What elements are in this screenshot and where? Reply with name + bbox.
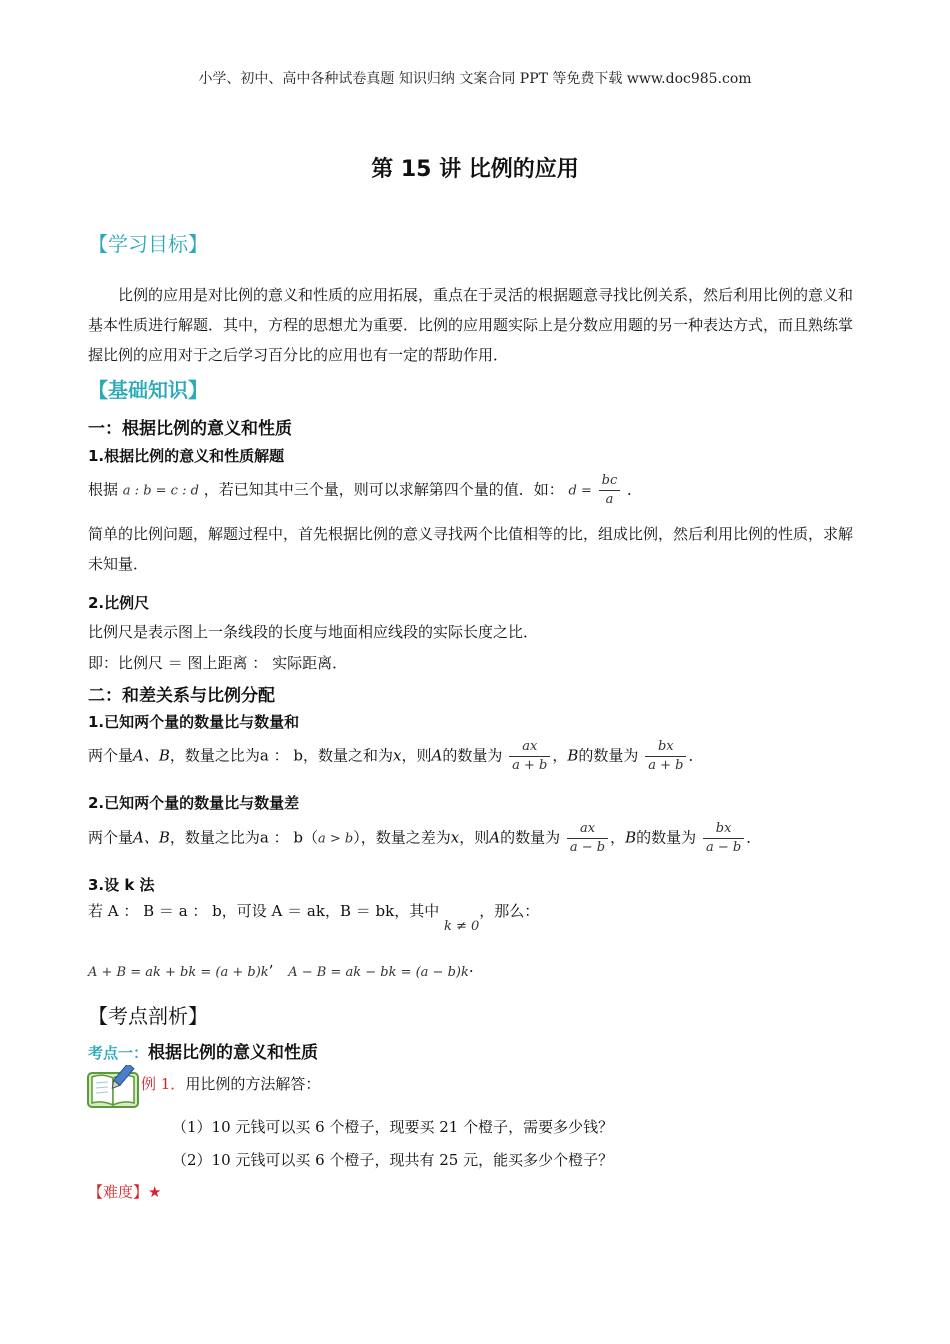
- frac-den: a − b: [705, 840, 742, 855]
- text: ，则: [459, 828, 490, 847]
- p1-1-line-a: 根据: [88, 480, 119, 499]
- var-a: A: [431, 746, 443, 765]
- frac-num: bc: [599, 472, 621, 491]
- page-header: 小学、初中、高中各种试卷真题 知识归纳 文案合同 PPT 等免费下载 www.doc985.com: [198, 71, 752, 87]
- frac-num: bx: [645, 738, 686, 757]
- page-title: 第 15 讲 比例的应用: [371, 157, 579, 182]
- ratio-math: a : b = c : d: [122, 483, 199, 499]
- var-b: B: [567, 746, 579, 765]
- fraction-bx-over-diff: [703, 820, 744, 857]
- formula-diff: A − B = ak − bk = (a − b)k: [288, 965, 469, 980]
- frac-num: ax: [567, 820, 608, 839]
- p2-3-line: [88, 900, 540, 934]
- text: 两个量: [88, 746, 134, 765]
- var-x: x: [393, 746, 402, 765]
- example-1-line: [141, 1073, 320, 1094]
- k-not-zero: k ≠ 0: [443, 919, 480, 934]
- text: 的数量为: [500, 828, 561, 847]
- var-a: A: [489, 828, 501, 847]
- fraction-ax-over-diff: [567, 820, 608, 857]
- kd1-label: 考点一：: [88, 1044, 149, 1062]
- var-ab: A、B: [133, 746, 170, 765]
- part1-heading: 一：根据比例的意义和性质: [88, 419, 292, 439]
- fraction-bx-over-sum: [645, 738, 686, 775]
- p2-3-formulas: A + B = ak + bk = (a + b)k’ A − B = ak − bk = (a − b)k·: [88, 962, 474, 980]
- text: ，数量之比为: [169, 746, 260, 765]
- text: ，: [552, 746, 568, 765]
- formula-sum: A + B = ak + bk = (a + b)k: [88, 965, 269, 980]
- section-heading-basics: 【基础知识】: [88, 378, 208, 402]
- text: ，: [610, 828, 626, 847]
- text: ，数量之差为: [360, 828, 451, 847]
- difficulty-rating: 【难度】★: [88, 1183, 162, 1201]
- text: ．: [688, 746, 704, 765]
- p1-1-paragraph: 简单的比例问题，解题过程中，首先根据比例的意义寻找两个比值相等的比，组成比例，然后利用比例的性质，求解未知量．: [88, 525, 854, 573]
- part2-heading: 二：和差关系与比例分配: [88, 686, 275, 706]
- fraction-ax-over-sum: [509, 738, 550, 775]
- var-ratio: a ： b: [259, 828, 303, 847]
- var-b: B: [625, 828, 637, 847]
- text: 的数量为: [578, 746, 639, 765]
- p1-1-heading: 1.根据比例的意义和性质解题: [88, 447, 285, 465]
- p2-1-heading: 1.已知两个量的数量比与数量和: [88, 713, 300, 731]
- text: ，则: [401, 746, 432, 765]
- var-ab: A、B: [133, 828, 170, 847]
- p2-1-line: [88, 738, 703, 775]
- var-ratio: a ： b: [259, 746, 303, 765]
- book-pencil-icon: [86, 1065, 142, 1109]
- kd1-heading: [88, 1038, 318, 1063]
- text: ，那么：: [479, 902, 540, 920]
- text: 若 A ： B ＝ a ： b，可设 A ＝ ak，B ＝ bk，其中: [88, 902, 440, 920]
- text: ．: [746, 828, 762, 847]
- condition-math: a > b: [318, 831, 354, 847]
- section-heading-analysis: 【考点剖析】: [88, 1004, 208, 1028]
- kd1-text: 根据比例的意义和性质: [148, 1043, 319, 1063]
- p1-2-heading: 2.比例尺: [88, 594, 150, 612]
- frac-den: a + b: [512, 758, 548, 773]
- d-equals: d =: [568, 483, 592, 499]
- p1-1-formula-line: [88, 472, 642, 509]
- objectives-paragraph: 比例的应用是对比例的意义和性质的应用拓展，重点在于灵活的根据题意寻找比例关系，然后利用比例的意义和基本性质进行解题．其中，方程的思想尤为重要．比例的应用题实际上是分数应用题的另一种表达方式，而且熟练掌握比例的应用对于之后学习百分比的应用也有一定的帮助作用．: [88, 286, 854, 364]
- text: 的数量为: [636, 828, 697, 847]
- frac-den: a: [605, 492, 614, 507]
- text: 的数量为: [442, 746, 503, 765]
- example-1-text: 用比例的方法解答：: [185, 1075, 321, 1093]
- p2-3-heading: 3.设 k 法: [88, 876, 155, 894]
- example-1-label: 例 1．: [141, 1075, 186, 1093]
- scale-definition: 比例尺是表示图上一条线段的长度与地面相应线段的实际长度之比．: [88, 623, 539, 641]
- example-1-question-2: （2）10 元钱可以买 6 个橙子，现共有 25 元，能买多少个橙子？: [172, 1151, 614, 1169]
- p2-2-heading: 2.已知两个量的数量比与数量差: [88, 794, 300, 812]
- p2-2-line: 两个量A、B，数量之比为a ： b（a > b），数量之差为x，则A的数量为 $\frac{ax}{a - b}$ ，B的数量为 $\frac{bx}{a - b}$ ．: [88, 821, 762, 855]
- p1-1-end: ．: [627, 480, 643, 499]
- text: 两个量: [88, 828, 134, 847]
- var-x: x: [450, 828, 460, 847]
- frac-num: ax: [509, 738, 550, 757]
- text: ，数量之比为: [169, 828, 260, 847]
- scale-formula: 即：比例尺 ＝ 图上距离 ： 实际距离．: [88, 654, 348, 672]
- section-heading-objectives: 【学习目标】: [88, 232, 208, 256]
- frac-num: bx: [703, 820, 744, 839]
- example-1-question-1: （1）10 元钱可以买 6 个橙子，现要买 21 个橙子，需要多少钱？: [172, 1118, 614, 1136]
- frac-den: a + b: [648, 758, 684, 773]
- p1-1-line-b: ，若已知其中三个量，则可以求解第四个量的值．如：: [203, 480, 564, 499]
- frac-den: a − b: [569, 840, 606, 855]
- text: ，数量之和为: [302, 746, 393, 765]
- fraction-bc-over-a: [599, 472, 621, 509]
